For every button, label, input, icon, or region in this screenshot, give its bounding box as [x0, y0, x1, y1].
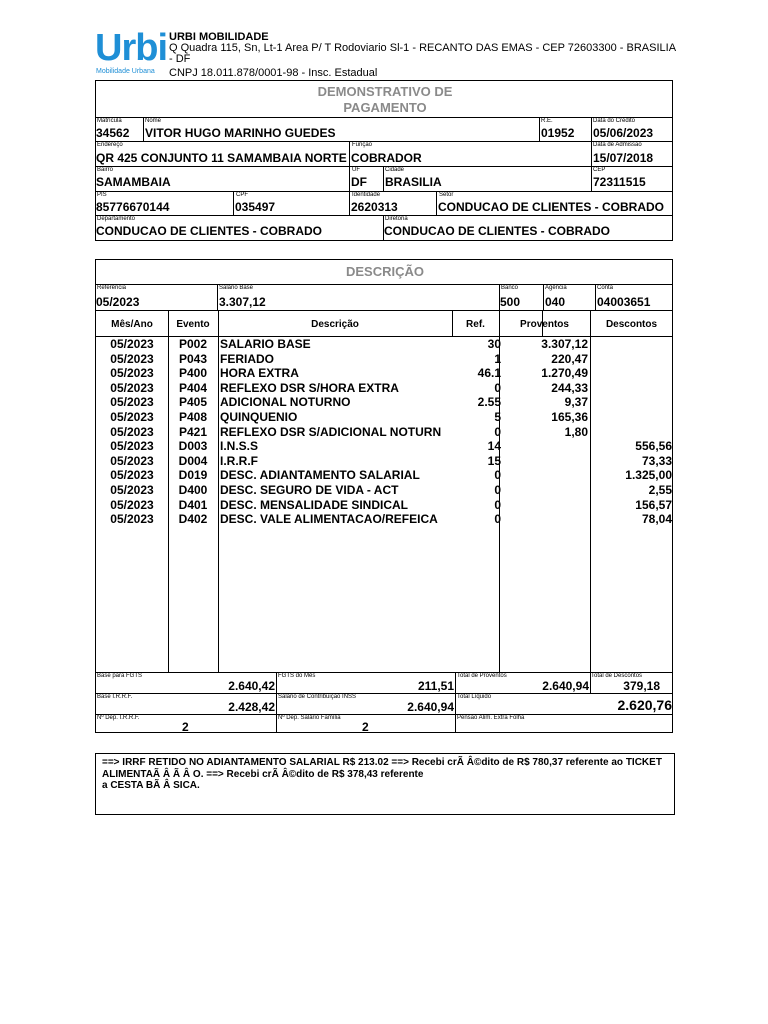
cell-ref: 30	[487, 337, 501, 351]
cell-descontos: 78,04	[641, 512, 672, 527]
cell-descricao: DESC. VALE ALIMENTACAO/REFEICA	[220, 512, 438, 527]
cell-descricao: I.N.S.S	[220, 439, 259, 454]
label-cidade: Cidade	[385, 167, 405, 173]
cell-descricao: I.R.R.F	[220, 453, 258, 468]
label-fgts-mes: FGTS do Mês	[278, 673, 316, 679]
label-salario-inss: Salário de Contribuição INSS	[278, 694, 357, 700]
cell-ref: 15	[487, 453, 501, 468]
table-row	[96, 381, 674, 396]
cell-descricao: DESC. MENSALIDADE SINDICAL	[220, 497, 409, 512]
cell-evento: D019	[178, 468, 208, 483]
funcao-value: COBRADOR	[351, 151, 422, 165]
label-re: R.E.	[541, 118, 553, 124]
cell-ref: 0	[494, 380, 501, 395]
label-pis: PIS	[97, 192, 107, 198]
cep-value: 72311515	[593, 175, 646, 189]
cell-evento: P405	[178, 395, 208, 410]
company-name: URBI MOBILIDADE	[169, 31, 269, 43]
identidade-value: 2620313	[351, 200, 398, 214]
cell-proventos: 220,47	[551, 351, 588, 366]
cell-mes-ano: 05/2023	[110, 337, 154, 351]
label-diretoria: Diretoria	[385, 216, 408, 222]
cpf-value: 035497	[235, 200, 276, 214]
base-fgts-value: 2.640,42	[228, 679, 275, 693]
cell-ref: 0	[494, 483, 501, 497]
cell-descontos: 1.325,00	[625, 468, 672, 483]
salario-inss-value: 2.640,94	[407, 700, 454, 714]
cell-mes-ano: 05/2023	[110, 380, 154, 395]
cell-ref: 1	[494, 351, 501, 366]
cell-mes-ano: 05/2023	[110, 410, 154, 424]
table-row	[96, 454, 674, 469]
label-agencia: Agência	[545, 285, 567, 291]
cell-descontos: 556,56	[635, 439, 672, 454]
cell-descricao: ADICIONAL NOTURNO	[220, 395, 351, 410]
fgts-mes-value: 211,51	[417, 679, 454, 693]
cell-evento: D004	[178, 453, 208, 468]
total-liquido-value: 2.620,76	[617, 697, 672, 713]
cell-descontos: 156,57	[635, 497, 672, 512]
cell-descricao: FERIADO	[220, 351, 274, 366]
label-departamento: Departamento	[97, 216, 136, 222]
cell-evento: D400	[178, 483, 208, 497]
label-banco: Banco	[501, 285, 519, 291]
header-ref: Ref.	[466, 319, 485, 330]
logo-text: Urbi	[95, 27, 167, 69]
cell-descricao: REFLEXO DSR S/HORA EXTRA	[220, 380, 399, 395]
cell-proventos: 1.270,49	[541, 366, 588, 381]
label-pensao: Pensão Alim. Extra Folha	[457, 715, 525, 721]
label-salario-base: Salário Base	[219, 285, 254, 291]
header-evento: Evento	[176, 319, 210, 330]
data-admissao-value: 15/07/2018	[593, 151, 654, 165]
cell-mes-ano: 05/2023	[110, 512, 154, 527]
cell-proventos: 9,37	[564, 395, 588, 410]
agencia-value: 040	[545, 295, 566, 309]
dep-salario-familia-value: 2	[362, 720, 369, 734]
cell-mes-ano: 05/2023	[110, 395, 154, 410]
total-descontos-value: 379,18	[623, 679, 660, 693]
pis-value: 85776670144	[96, 200, 170, 214]
cell-evento: D402	[178, 512, 208, 527]
cell-ref: 14	[487, 439, 501, 454]
cell-mes-ano: 05/2023	[110, 483, 154, 497]
table-row	[96, 337, 674, 352]
data-credito-value: 05/06/2023	[593, 126, 654, 140]
observation-line-1: ==> IRRF RETIDO NO ADIANTAMENTO SALARIAL R$ 213.02 ==> Recebi crÃ Â©dito de R$ 780,37 referente ao TICKET	[102, 757, 662, 768]
cell-descricao: SALARIO BASE	[220, 337, 311, 351]
diretoria-value: CONDUCAO DE CLIENTES - COBRADO	[384, 224, 611, 238]
table-row	[96, 498, 674, 513]
salario-base-value: 3.307,12	[219, 295, 266, 309]
cell-proventos: 3.307,12	[541, 337, 588, 351]
cell-mes-ano: 05/2023	[110, 468, 154, 483]
endereco-value: QR 425 CONJUNTO 11 SAMAMBAIA NORTE	[96, 151, 347, 165]
observation-line-3: a CESTA BÃ Â SICA.	[102, 780, 200, 791]
label-identidade: Identidade	[352, 192, 381, 198]
label-conta: Conta	[597, 285, 614, 291]
section-title: DESCRIÇÃO	[345, 264, 424, 279]
label-referencia: Referência	[97, 285, 127, 291]
label-setor: Setor	[439, 192, 454, 198]
table-row	[96, 483, 674, 498]
header-mes-ano: Mês/Ano	[111, 319, 153, 330]
cell-ref: 2.55	[477, 395, 501, 410]
label-matricula: Matrícula	[97, 118, 122, 124]
company-address: Q Quadra 115, Sn, Lt-1 Area P/ T Rodoviario Sl-1 - RECANTO DAS EMAS - CEP 72603300 - BRASILIA - DF	[169, 42, 676, 65]
label-cep: CEP	[593, 167, 606, 173]
matricula-value: 34562	[96, 126, 130, 140]
cell-evento: P002	[178, 337, 208, 351]
label-total-descontos: Total de Descontos	[591, 673, 643, 679]
departamento-value: CONDUCAO DE CLIENTES - COBRADO	[96, 224, 323, 238]
conta-value: 04003651	[597, 295, 651, 309]
cell-descricao: DESC. SEGURO DE VIDA - ACT	[220, 483, 399, 497]
cell-mes-ano: 05/2023	[110, 424, 154, 439]
cell-evento: P043	[178, 351, 208, 366]
table-row	[96, 410, 674, 425]
table-row	[96, 366, 674, 381]
cell-proventos: 244,33	[551, 380, 588, 395]
cell-ref: 0	[494, 468, 501, 483]
header-proventos: Proventos	[520, 319, 569, 330]
header-descricao: Descrição	[311, 319, 359, 330]
cell-ref: 46.1	[477, 366, 501, 381]
cell-mes-ano: 05/2023	[110, 351, 154, 366]
cell-ref: 5	[494, 410, 501, 424]
cell-evento: P421	[178, 424, 208, 439]
cell-descontos: 2,55	[648, 483, 672, 497]
total-proventos-value: 2.640,94	[542, 679, 589, 693]
base-irrf-value: 2.428,42	[228, 700, 275, 714]
cidade-value: BRASILIA	[385, 175, 442, 189]
cell-descricao: HORA EXTRA	[220, 366, 299, 381]
cell-proventos: 1,80	[564, 424, 588, 439]
bairro-value: SAMAMBAIA	[96, 175, 171, 189]
observation-line-2: ALIMENTAÃ Â Ã Â O. ==> Recebi crÃ Â©dito de R$ 378,43 referente	[102, 768, 424, 780]
cell-evento: P408	[178, 410, 208, 424]
cell-ref: 0	[494, 497, 501, 512]
company-logo	[95, 27, 167, 80]
label-base-irrf: Base I.R.R.F.	[97, 694, 133, 700]
cell-ref: 0	[494, 512, 501, 527]
label-funcao: Função	[352, 142, 373, 148]
table-row	[96, 395, 674, 410]
label-uf: UF	[352, 167, 360, 173]
cell-ref: 0	[494, 424, 501, 439]
cell-mes-ano: 05/2023	[110, 497, 154, 512]
banco-value: 500	[500, 295, 521, 309]
cell-evento: P400	[178, 366, 208, 381]
cell-proventos: 165,36	[551, 410, 588, 424]
table-row	[96, 352, 674, 367]
label-endereco: Endereço	[97, 142, 123, 148]
cell-evento: P404	[178, 380, 208, 395]
cell-mes-ano: 05/2023	[110, 366, 154, 381]
label-total-proventos: Total de Proventos	[457, 673, 507, 679]
observation-text	[102, 757, 672, 792]
cell-mes-ano: 05/2023	[110, 453, 154, 468]
label-cpf: CPF	[236, 192, 248, 198]
table-row	[96, 425, 674, 440]
cell-descricao: QUINQUENIO	[220, 410, 298, 424]
label-bairro: Bairro	[97, 167, 114, 173]
uf-value: DF	[351, 175, 367, 189]
cell-mes-ano: 05/2023	[110, 439, 154, 454]
label-data-credito: Data do Crédito	[593, 118, 636, 124]
setor-value: CONDUCAO DE CLIENTES - COBRADO	[438, 200, 665, 214]
label-dep-salario-familia: Nº Dep. Salário Família	[278, 715, 341, 721]
cell-evento: D401	[178, 497, 208, 512]
re-value: 01952	[541, 126, 575, 140]
table-row	[96, 439, 674, 454]
cell-descontos: 73,33	[641, 453, 672, 468]
label-total-liquido: Total Líquido	[457, 694, 492, 700]
cell-descricao: DESC. ADIANTAMENTO SALARIAL	[220, 468, 420, 483]
label-dep-irrf: Nº Dep. I.R.R.F.	[97, 715, 140, 721]
document-title: DEMONSTRATIVO DE PAGAMENTO	[317, 84, 453, 115]
label-base-fgts: Base para FGTS	[97, 673, 143, 679]
dep-irrf-value: 2	[182, 720, 189, 734]
cell-descricao: REFLEXO DSR S/ADICIONAL NOTURN	[220, 424, 442, 439]
table-row	[96, 468, 674, 483]
table-row	[96, 512, 674, 527]
nome-value: VITOR HUGO MARINHO GUEDES	[145, 126, 336, 140]
header-descontos: Descontos	[605, 319, 658, 330]
company-cnpj: CNPJ 18.011.878/0001-98 - Insc. Estadual	[169, 67, 378, 79]
cell-evento: D003	[178, 439, 208, 454]
label-data-admissao: Data de Admissão	[593, 142, 642, 148]
label-nome: Nome	[145, 118, 162, 124]
referencia-value: 05/2023	[96, 295, 140, 309]
logo-subtitle: Mobilidade Urbana	[96, 68, 155, 75]
